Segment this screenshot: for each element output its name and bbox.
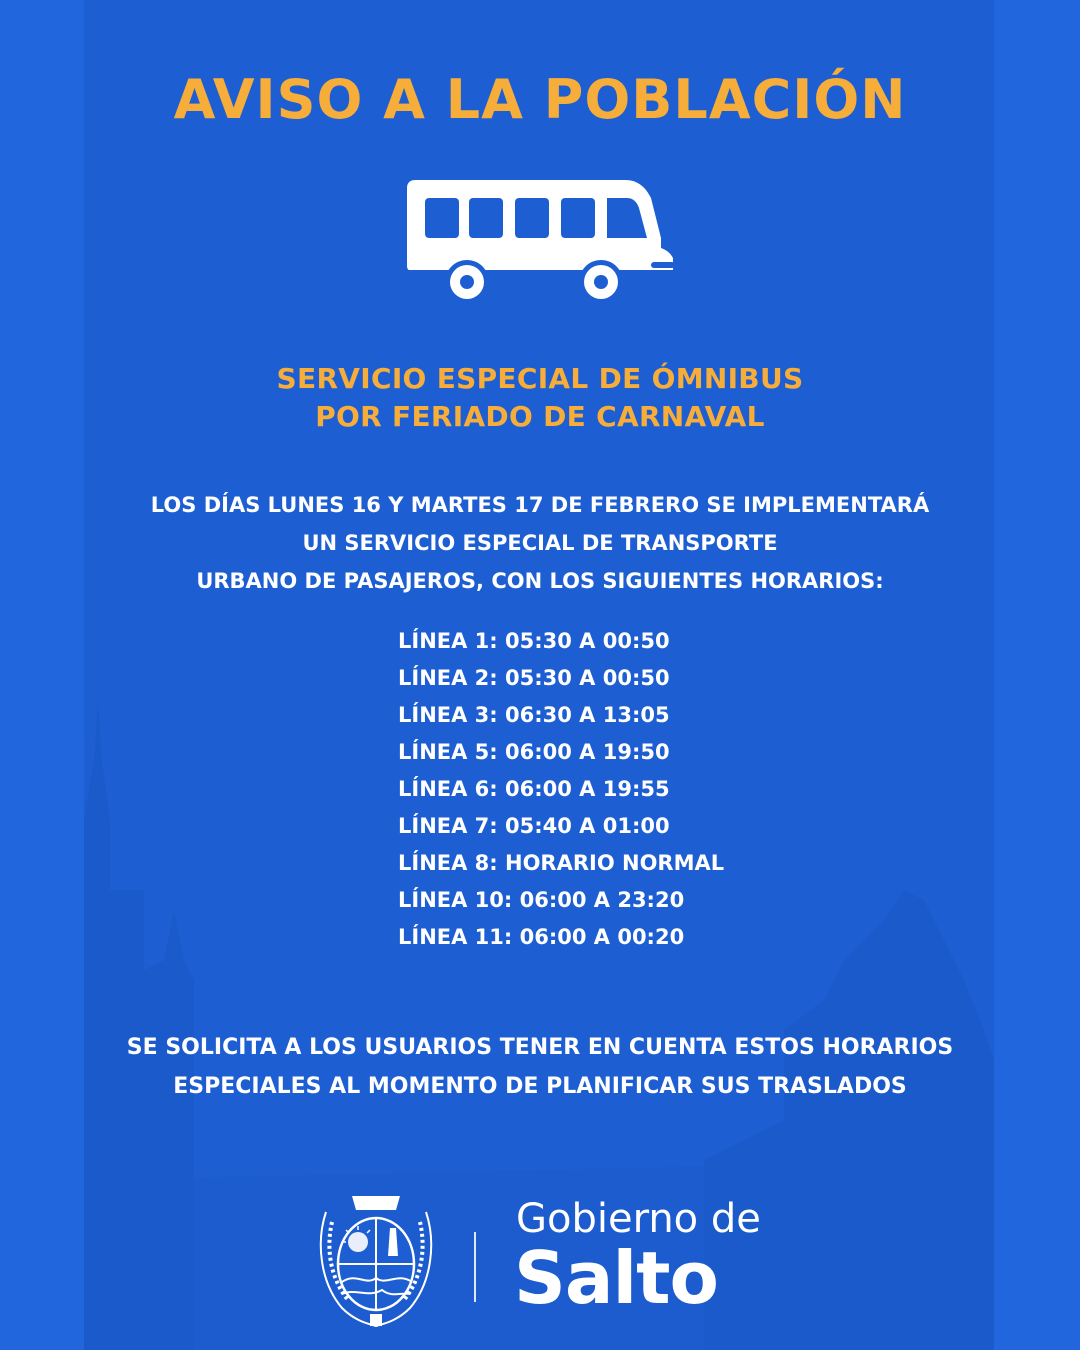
subtitle-line-1: SERVICIO ESPECIAL DE ÓMNIBUS (276, 362, 804, 395)
subtitle-line-2: POR FERIADO DE CARNAVAL (315, 400, 765, 433)
page-title: AVISO A LA POBLACIÓN (173, 68, 907, 131)
schedule-item: LÍNEA 11: 06:00 A 00:20 (398, 925, 685, 949)
bus-icon (405, 178, 677, 304)
intro-line: UN SERVICIO ESPECIAL DE TRANSPORTE (302, 531, 778, 555)
background-right-strip (994, 0, 1080, 1350)
schedule-item: LÍNEA 6: 06:00 A 19:55 (398, 777, 670, 801)
schedule-item: LÍNEA 5: 06:00 A 19:50 (398, 740, 670, 764)
logo-divider (474, 1232, 476, 1302)
schedule-list (398, 626, 818, 959)
logo-text-salto: Salto (514, 1236, 719, 1320)
coat-of-arms-icon (312, 1182, 440, 1330)
logo-text-gobierno: Gobierno de (516, 1196, 761, 1242)
schedule-item: LÍNEA 8: HORARIO NORMAL (398, 851, 725, 875)
schedule-item: LÍNEA 3: 06:30 A 13:05 (398, 703, 670, 727)
intro-line: URBANO DE PASAJEROS, CON LOS SIGUIENTES HORARIOS: (196, 569, 884, 593)
background-left-strip (0, 0, 84, 1350)
schedule-item: LÍNEA 10: 06:00 A 23:20 (398, 888, 685, 912)
schedule-item: LÍNEA 7: 05:40 A 01:00 (398, 814, 670, 838)
notice-line: SE SOLICITA A LOS USUARIOS TENER EN CUENTA ESTOS HORARIOS (126, 1035, 954, 1060)
intro-line: LOS DÍAS LUNES 16 Y MARTES 17 DE FEBRERO SE IMPLEMENTARÁ (150, 493, 930, 517)
intro-text (0, 486, 1080, 600)
schedule-item: LÍNEA 2: 05:30 A 00:50 (398, 666, 670, 690)
schedule-item: LÍNEA 1: 05:30 A 00:50 (398, 629, 670, 653)
notice-line: ESPECIALES AL MOMENTO DE PLANIFICAR SUS TRASLADOS (173, 1074, 907, 1099)
notice-text (0, 1028, 1080, 1106)
